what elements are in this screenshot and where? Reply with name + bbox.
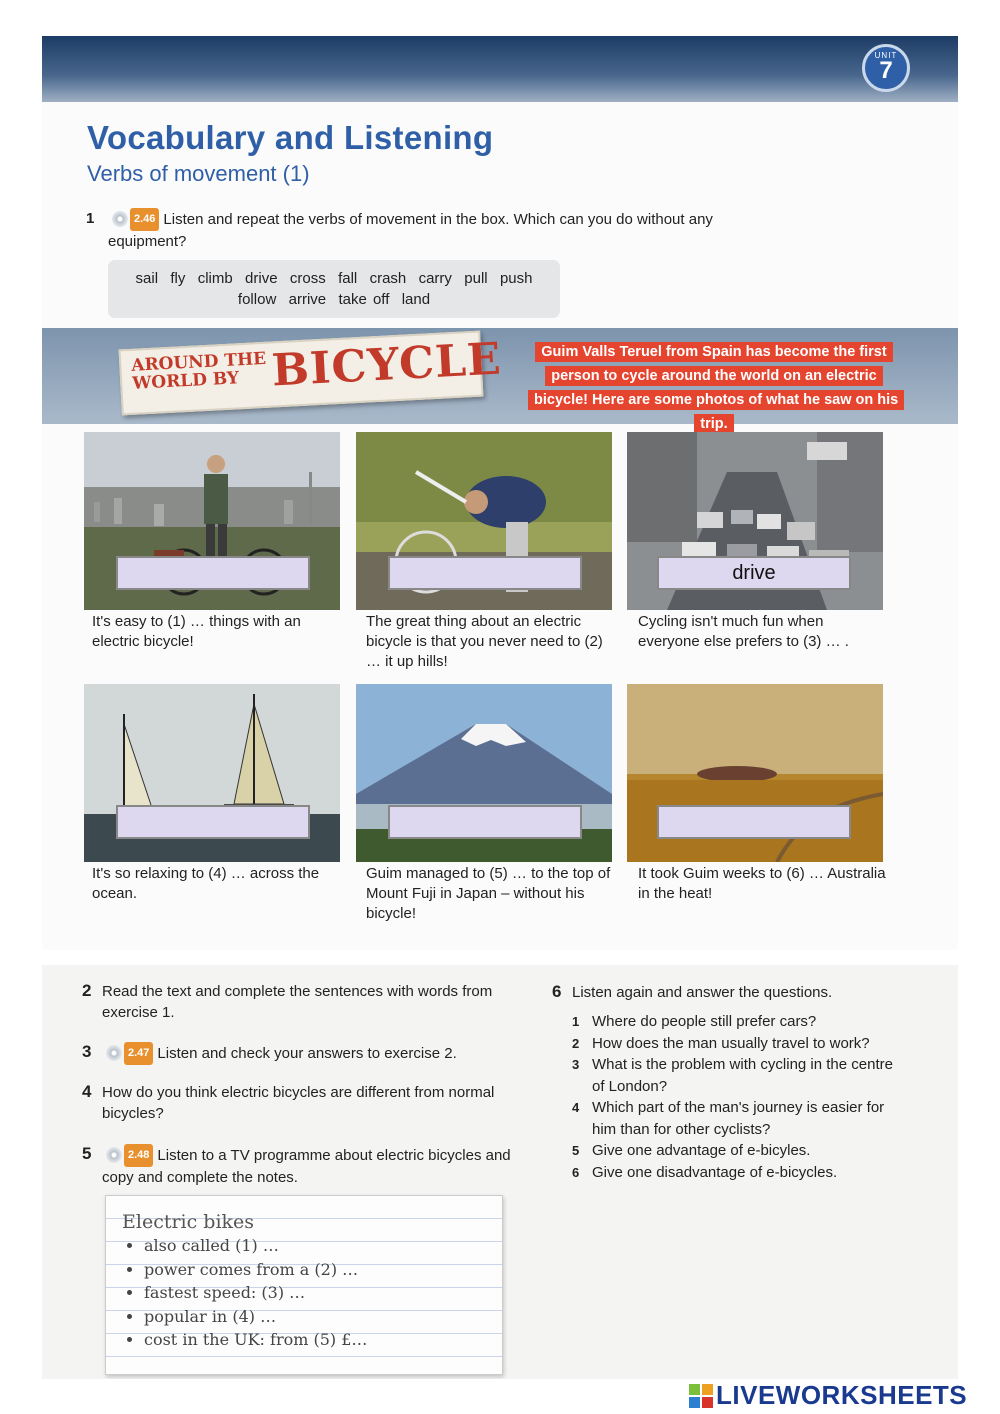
exercise-2-text: Read the text and complete the sentences with words from exercise 1. <box>102 983 493 1021</box>
photo-caption-3: Cycling isn't much fun when everyone else prefers to (3) … . <box>638 613 849 650</box>
exercise-4-text: How do you think electric bicycles are different from normal bicycles? <box>102 1084 495 1122</box>
exercise-5 <box>82 1144 522 1188</box>
photo-caption-5: Guim managed to (5) … to the top of Mount Fuji in Japan – without his bicycle! <box>366 865 611 922</box>
notes-item: • also called (1) … <box>144 1234 367 1258</box>
question-number: 4 <box>572 1100 580 1115</box>
photo-caption-1: It's easy to (1) … things with an electric bicycle! <box>92 613 301 650</box>
page-subtitle: Verbs of movement (1) <box>87 161 310 186</box>
exercise-5-number: 5 <box>82 1144 92 1163</box>
exercise-1-number: 1 <box>86 210 95 227</box>
unit-label: UNIT <box>874 51 898 60</box>
exercise-3-text: Listen and check your answers to exercise 2. <box>157 1045 457 1062</box>
unit-badge <box>862 44 910 92</box>
track-number: 2.48 <box>124 1144 153 1167</box>
exercise-6-text: Listen again and answer the questions. <box>572 984 833 1001</box>
audio-cd-icon <box>106 1147 122 1163</box>
exercise-5-text-wrap <box>102 1144 522 1188</box>
logo-small-text <box>131 350 268 393</box>
word-box-line-2: follow arrive take off land <box>237 291 431 308</box>
question-text: How does the man usually travel to work? <box>592 1034 870 1052</box>
answer-box-4[interactable] <box>116 805 310 839</box>
question-item <box>572 1140 902 1162</box>
notes-title: Electric bikes <box>122 1211 255 1233</box>
notes-item: • fastest speed: (3) … <box>144 1281 367 1305</box>
textbook-page-top <box>42 36 958 950</box>
header-band <box>42 36 958 102</box>
notes-item: • power comes from a (2) … <box>144 1258 367 1282</box>
logo-line-1: AROUND THE <box>130 348 267 376</box>
question-text: Give one disadvantage of e-bicycles. <box>592 1163 838 1181</box>
audio-cd-icon <box>106 1045 122 1061</box>
exercise-2-number: 2 <box>82 981 92 1000</box>
exercise-1 <box>86 208 786 252</box>
question-text: Which part of the man's journey is easier for him than for other cyclists? <box>592 1099 885 1138</box>
banner-caption <box>528 340 900 436</box>
exercise-1-text <box>108 208 786 252</box>
question-number: 5 <box>572 1143 580 1158</box>
question-text: Give one advantage of e-bicyles. <box>592 1142 811 1159</box>
question-text: What is the problem with cycling in the centre of London? <box>592 1056 893 1095</box>
exercise-4 <box>82 1082 522 1124</box>
photo-caption-2: The great thing about an electric bicycle is that you never need to (2) … it up hills! <box>366 613 603 670</box>
exercise-6-questions <box>572 1011 902 1183</box>
track-number: 2.47 <box>124 1042 153 1065</box>
audio-cd-icon <box>112 211 128 227</box>
answer-box-2[interactable] <box>388 556 582 590</box>
word-box-line-1: sail fly climb drive cross fall crash carry pull push <box>135 270 533 287</box>
logo-big-text: BICYCLE <box>270 333 503 397</box>
exercise-5-text: Listen to a TV programme about electric bicycles and copy and complete the notes. <box>102 1147 511 1186</box>
question-item <box>572 1011 902 1033</box>
question-number: 2 <box>572 1035 580 1051</box>
exercise-6 <box>552 982 912 1003</box>
answer-box-1[interactable] <box>116 556 310 590</box>
answer-box-6[interactable] <box>657 805 851 839</box>
exercise-2 <box>82 981 522 1023</box>
photo-caption-6: It took Guim weeks to (6) … Australia in the heat! <box>638 865 886 902</box>
answer-box-3[interactable]: drive <box>657 556 851 590</box>
liveworksheets-logo[interactable] <box>688 1382 967 1408</box>
page-title: Vocabulary and Listening <box>87 119 494 156</box>
question-number: 3 <box>572 1057 580 1072</box>
track-number: 2.46 <box>130 208 159 231</box>
notes-card <box>105 1195 503 1375</box>
notes-item: • popular in (4) … <box>144 1305 367 1329</box>
question-item <box>572 1097 902 1140</box>
exercise-4-number: 4 <box>82 1082 92 1101</box>
question-number: 1 <box>572 1014 580 1029</box>
question-text: Where do people still prefer cars? <box>592 1013 817 1030</box>
exercise-1-instructions: Listen and repeat the verbs of movement in the box. Which can you do without any equipment? <box>108 211 713 250</box>
exercise-3-text-wrap <box>102 1042 522 1065</box>
textbook-page-bottom <box>42 965 958 1379</box>
notes-list <box>114 1234 367 1352</box>
question-number: 6 <box>572 1164 580 1180</box>
notes-item: • cost in the UK: from (5) £… <box>144 1328 367 1352</box>
liveworksheets-logo-icon <box>688 1383 714 1409</box>
vocabulary-word-box <box>108 260 560 318</box>
question-item <box>572 1054 902 1097</box>
exercise-3-number: 3 <box>82 1042 92 1061</box>
liveworksheets-logo-text: LIVEWORKSHEETS <box>716 1380 968 1410</box>
exercise-3 <box>82 1042 522 1065</box>
banner-caption-text: Guim Valls Teruel from Spain has become the first person to cycle around the world on an electric bicycle! Here are some photos of what he saw on his trip. <box>528 342 904 434</box>
logo-line-2: WORLD BY <box>131 368 240 394</box>
unit-number: 7 <box>879 57 893 84</box>
question-item <box>572 1162 902 1184</box>
exercise-6-number: 6 <box>552 982 562 1001</box>
photo-caption-4: It's so relaxing to (4) … across the ocean. <box>92 865 320 902</box>
question-item <box>572 1033 902 1055</box>
answer-box-5[interactable] <box>388 805 582 839</box>
